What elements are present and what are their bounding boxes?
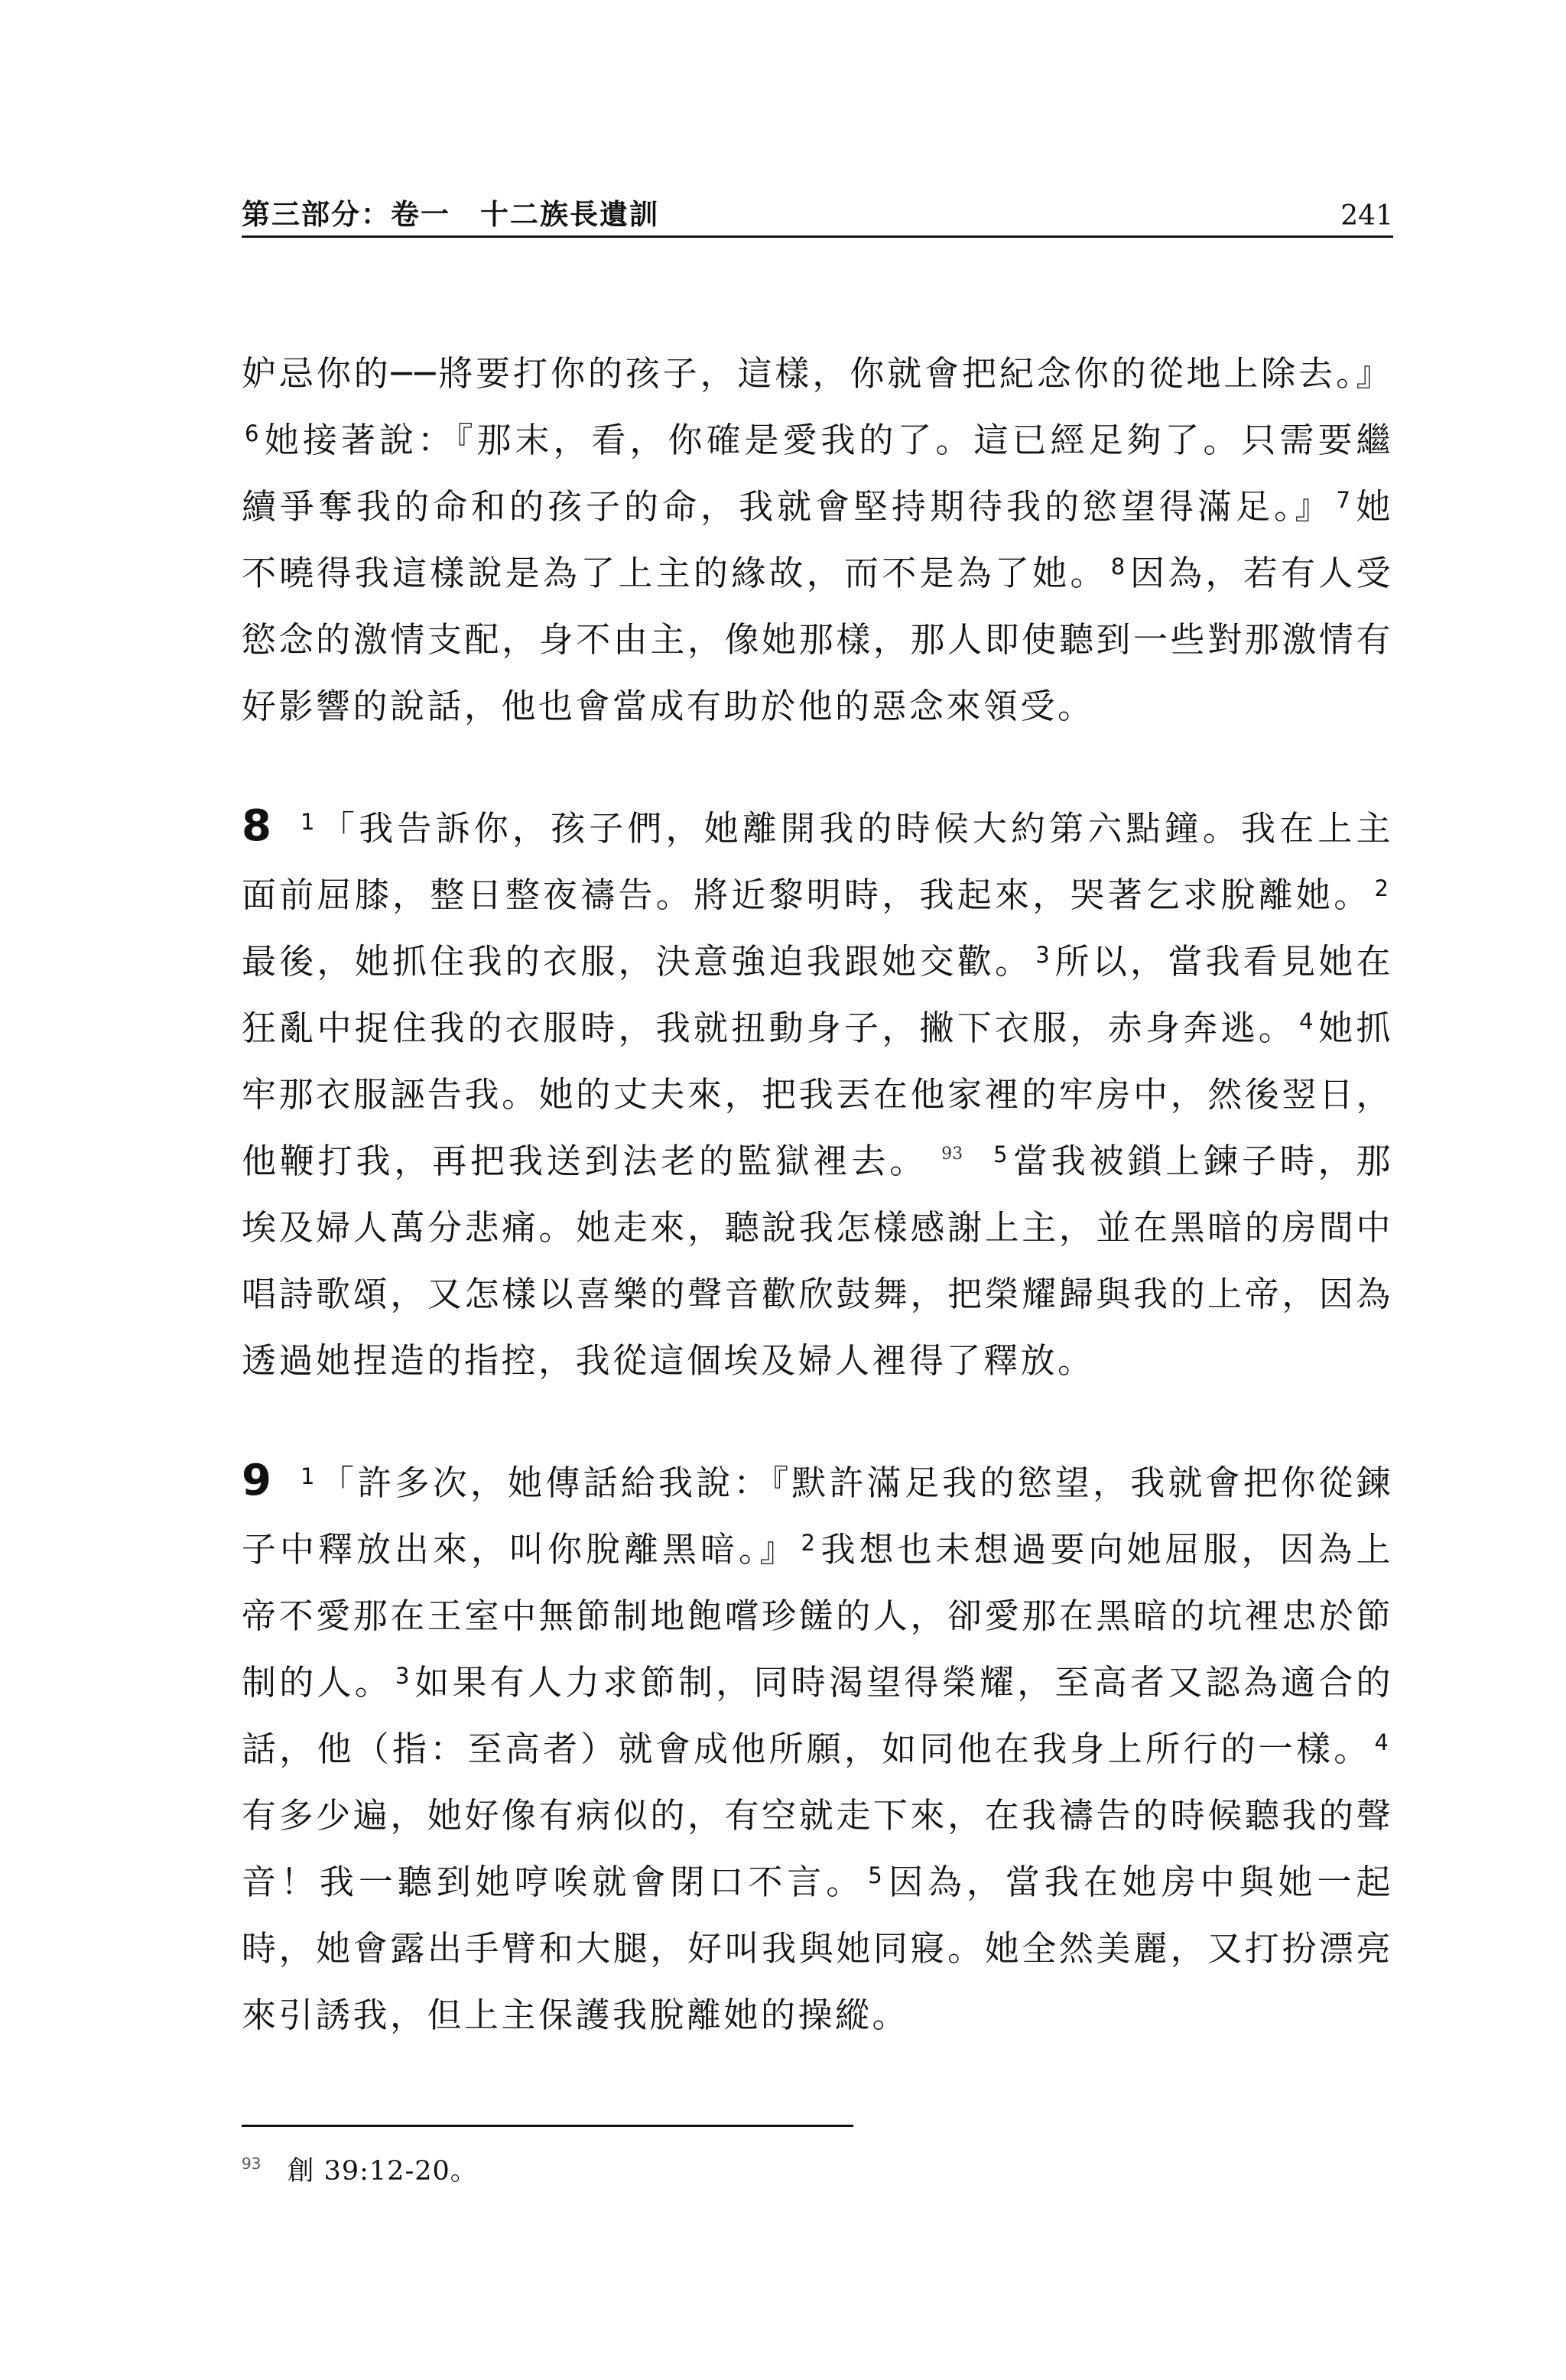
chapter-number: 8	[242, 801, 271, 851]
verse-number: 6	[245, 420, 259, 446]
text-segment: 「我告訴你，孩子們，她離開我的時候大約第六點鐘。我在上主面前屈膝，整日整夜禱告。將近黎明時，我起來，哭著乞求脫離她。	[242, 808, 1393, 915]
verse-number: 5	[993, 1141, 1008, 1167]
paragraph	[242, 1447, 1393, 2048]
text-segment: 她不曉得我這樣說是為了上主的緣故，而不是為了她。	[242, 486, 1393, 593]
verse-number: 4	[1374, 1729, 1389, 1755]
verse-number: 3	[1035, 942, 1050, 968]
text-segment: 她接著說：『那末，看，你確是愛我的了。這已經足夠了。只需要繼續爭奪我的命和的孩子的命，我就會堅持期待我的慾望得滿足。』	[242, 420, 1393, 527]
verse-number: 5	[868, 1862, 882, 1888]
header-rule	[242, 235, 1393, 238]
text-segment: 她抓牢那衣服誣告我。她的丈夫來，把我丟在他家裡的牢房中，然後翌日，他鞭打我，再把我送到法老的監獄裡去。	[242, 1008, 1393, 1181]
text-segment: 所以，當我看見她在狂亂中捉住我的衣服時，我就扭動身子，撇下衣服，赤身奔逃。	[242, 941, 1393, 1048]
paragraph	[242, 340, 1393, 739]
text-segment: 有多少遍，她好像有病似的，有空就走下來，在我禱告的時候聽我的聲音！我一聽到她哼唉就會閉口不言。	[242, 1795, 1393, 1902]
text-segment: 當我被鎖上鍊子時，那埃及婦人萬分悲痛。她走來，聽說我怎樣感謝上主，並在黑暗的房間中唱詩歌頌，又怎樣以喜樂的聲音歡欣鼓舞，把榮耀歸與我的上帝，因為透過她捏造的指控，我從這個埃及婦人裡得了釋放。	[242, 1141, 1393, 1381]
text-segment: 因為，當我在她房中與她一起時，她會露出手臂和大腿，好叫我與她同寢。她全然美麗，又打扮漂亮來引誘我，但上主保護我脫離她的操縱。	[242, 1862, 1393, 2035]
footnote-marker: 93	[242, 2154, 262, 2173]
running-title: 第三部分：卷一 十二族長遺訓	[242, 198, 659, 231]
text-segment: 因為，若有人受慾念的激情支配，身不由主，像她那樣，那人即使聽到一些對那激情有好影響的說話，他也會當成有助於他的惡念來領受。	[242, 553, 1393, 726]
page-header	[242, 185, 1393, 239]
verse-number: 1	[300, 1463, 315, 1489]
text-segment: 妒忌你的──將要打你的孩子，這樣，你就會把紀念你的從地上除去。』	[242, 353, 1393, 394]
main-text	[242, 340, 1393, 2048]
verse-number: 1	[300, 809, 315, 835]
text-segment: 「許多次，她傳話給我說：『默許滿足我的慾望，我就會把你從鍊子中釋放出來，叫你脫離黑暗。』	[242, 1463, 1393, 1570]
text-segment: 最後，她抓住我的衣服，決意強迫我跟她交歡。	[242, 941, 1033, 982]
verse-number: 2	[801, 1530, 815, 1556]
text-segment: 我想也未想過要向她屈服，因為上帝不愛那在王室中無節制地飽嚐珍饈的人，卻愛那在黑暗的坑裡忠於節制的人。	[242, 1529, 1393, 1703]
paragraph	[242, 793, 1393, 1394]
verse-number: 8	[1110, 554, 1126, 580]
text-segment: 如果有人力求節制，同時渴望得榮耀，至高者又認為適合的話，他（指：至高者）就會成他所願，如同他在我身上所行的一樣。	[242, 1662, 1393, 1769]
footnote	[242, 2150, 478, 2188]
footnote-text: 創 39:12-20。	[287, 2156, 478, 2187]
verse-number: 2	[1374, 875, 1389, 901]
footnote-reference: 93	[941, 1145, 963, 1164]
chapter-number: 9	[242, 1456, 271, 1505]
verse-number: 4	[1299, 1008, 1314, 1034]
page-number: 241	[1340, 200, 1393, 232]
verse-number: 3	[395, 1663, 410, 1689]
footnote-rule	[242, 2125, 853, 2127]
verse-number: 7	[1336, 487, 1350, 513]
